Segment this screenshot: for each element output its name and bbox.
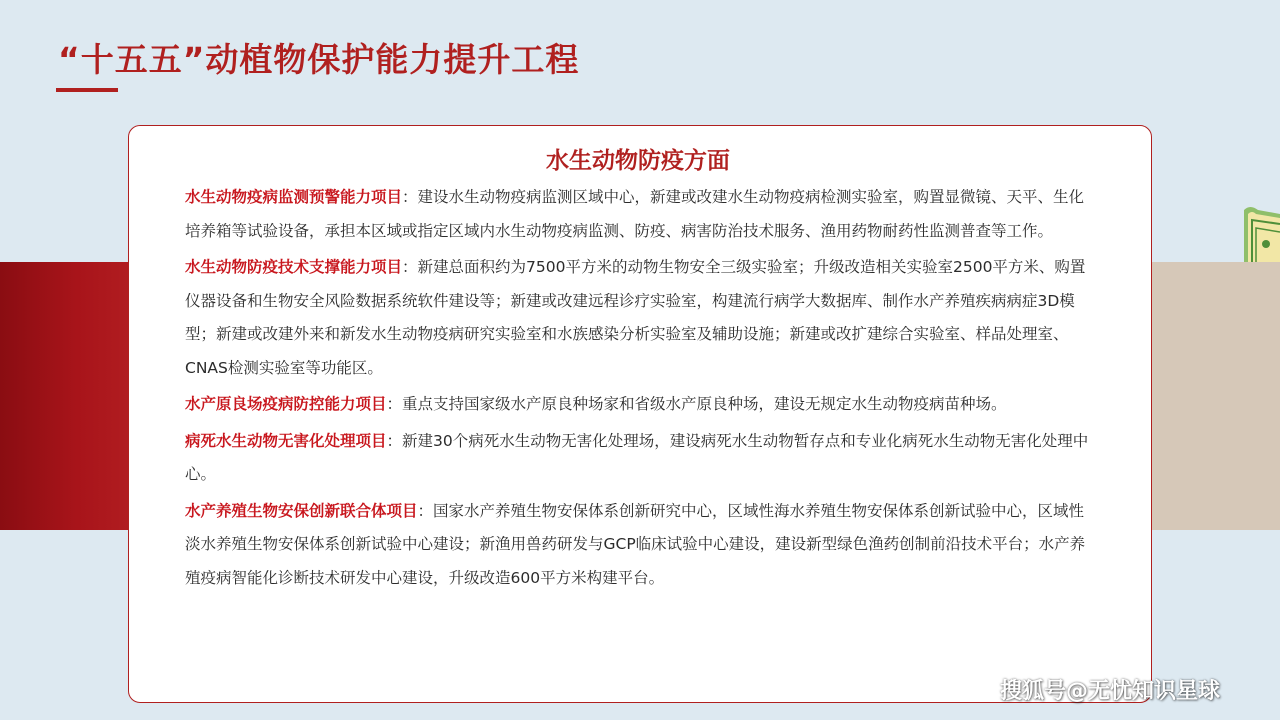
project-separator: ：	[402, 188, 418, 206]
left-decorative-band	[0, 262, 128, 530]
project-item-technical-support	[185, 251, 1091, 385]
watermark-text: 搜狐号@无忧知识星球	[1000, 679, 1221, 704]
project-separator: ：	[386, 431, 403, 450]
project-description: 新建30个病死水生动物无害化处理场，建设病死水生动物暂存点和专业化病死水生动物无害化处理中心。	[185, 431, 1089, 483]
content-card	[128, 125, 1152, 703]
project-item-harmless-disposal	[185, 425, 1091, 492]
project-description: 新建总面积约为7500平方米的动物生物安全三级实验室；升级改造相关实验室2500平方米、购置仪器设备和生物安全风险数据系统软件建设等；新建或改建远程诊疗实验室，构建流行病学大数据库、制作水产养殖疾病病症3D模型；新建或改建外来和新发水生动物疫病研究实验室和水族感染分析实验室及辅助设施；新建或改扩建综合实验室、样品处理室、CNAS检测实验室等功能区。	[185, 258, 1086, 377]
corner-illustration	[1240, 204, 1280, 262]
project-description: 国家水产养殖生物安保体系创新研究中心，区域性海水养殖生物安保体系创新试验中心，区域性淡水养殖生物安保体系创新试验中心建设；新渔用兽药研发与GCP临床试验中心建设，建设新型绿色渔药创制前沿技术平台；水产养殖疫病智能化诊断技术研发中心建设，升级改造600平方米构建平台。	[185, 501, 1086, 587]
project-description: 重点支持国家级水产原良种场家和省级水产原良种场，建设无规定水生动物疫病苗种场。	[402, 395, 1007, 413]
project-title: 水生动物疫病监测预警能力项目	[185, 188, 403, 206]
project-item-breeding-farm	[185, 388, 1091, 422]
project-list	[185, 181, 1091, 595]
project-separator: ：	[417, 501, 434, 520]
project-separator: ：	[402, 258, 418, 276]
project-item-monitoring	[185, 181, 1091, 248]
project-title: 水产原良场疫病防控能力项目	[185, 395, 387, 413]
project-title: 病死水生动物无害化处理项目	[185, 431, 387, 450]
card-heading: 水生动物防疫方面	[546, 148, 730, 174]
right-decorative-band	[1152, 262, 1280, 530]
project-separator: ：	[386, 395, 403, 413]
project-item-biosecurity-consortium	[185, 495, 1091, 596]
project-description: 建设水生动物疫病监测区域中心，新建或改建水生动物疫病检测实验室，购置显微镜、天平、生化培养箱等试验设备，承担本区域或指定区域内水生动物疫病监测、防疫、病害防治技术服务、渔用药物耐药性监测普查等工作。	[185, 188, 1085, 240]
slide-title: “十五五”动植物保护能力提升工程	[58, 40, 580, 79]
project-title: 水产养殖生物安保创新联合体项目	[185, 501, 418, 520]
project-title: 水生动物防疫技术支撑能力项目	[185, 258, 403, 276]
title-underline	[56, 88, 118, 92]
